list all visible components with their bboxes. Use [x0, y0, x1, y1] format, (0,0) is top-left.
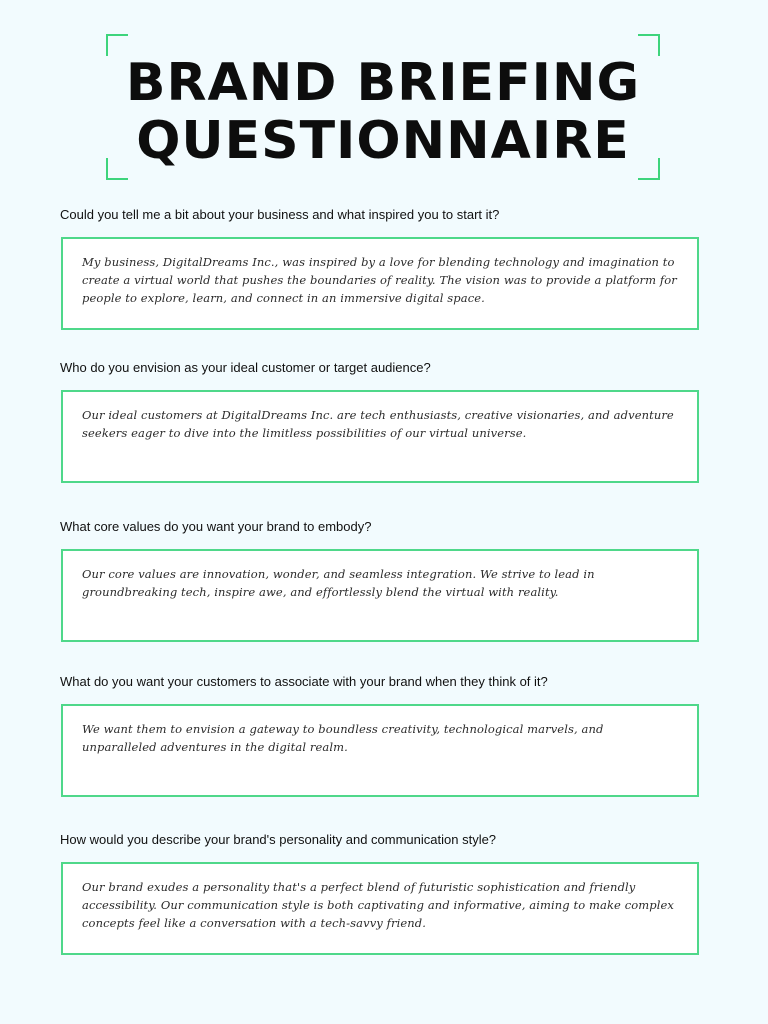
- page-title-line-1: BRAND BRIEFING: [125, 53, 641, 113]
- answer-3: Our core values are innovation, wonder, and seamless integration. We strive to lead in groundbreaking tech, inspire awe, and effortlessly blend the virtual with reality.: [82, 567, 595, 599]
- answer-box-3[interactable]: [61, 549, 699, 642]
- answer-box-4[interactable]: [61, 704, 699, 797]
- frame-corner-top-right: [638, 34, 660, 56]
- question-2: Who do you envision as your ideal customer or target audience?: [60, 360, 431, 375]
- page-title-line-2: QUESTIONNAIRE: [136, 111, 630, 171]
- answer-box-1[interactable]: [61, 237, 699, 330]
- answer-box-2[interactable]: [61, 390, 699, 483]
- answer-1: My business, DigitalDreams Inc., was inspired by a love for blending technology and imagination to create a virtual world that pushes the boundaries of reality. The vision was to provide a platform for people to explore, learn, and connect in an immersive digital space.: [82, 255, 677, 305]
- question-1: Could you tell me a bit about your business and what inspired you to start it?: [60, 207, 500, 222]
- frame-corner-top-left: [106, 34, 128, 56]
- answer-2: Our ideal customers at DigitalDreams Inc. are tech enthusiasts, creative visionaries, and adventure seekers eager to dive into the limitless possibilities of our virtual universe.: [82, 408, 674, 440]
- answer-4: We want them to envision a gateway to boundless creativity, technological marvels, and unparalleled adventures in the digital realm.: [82, 722, 604, 754]
- question-3: What core values do you want your brand to embody?: [60, 519, 372, 534]
- title-frame: [106, 34, 660, 180]
- page-title: [106, 54, 660, 170]
- question-5: How would you describe your brand's personality and communication style?: [60, 832, 497, 847]
- answer-5: Our brand exudes a personality that's a perfect blend of futuristic sophistication and friendly accessibility. Our communication style is both captivating and informative, aiming to make complex concepts feel like a conversation with a tech-savvy friend.: [82, 880, 674, 930]
- question-4: What do you want your customers to associate with your brand when they think of it?: [60, 674, 548, 689]
- answer-box-5[interactable]: [61, 862, 699, 955]
